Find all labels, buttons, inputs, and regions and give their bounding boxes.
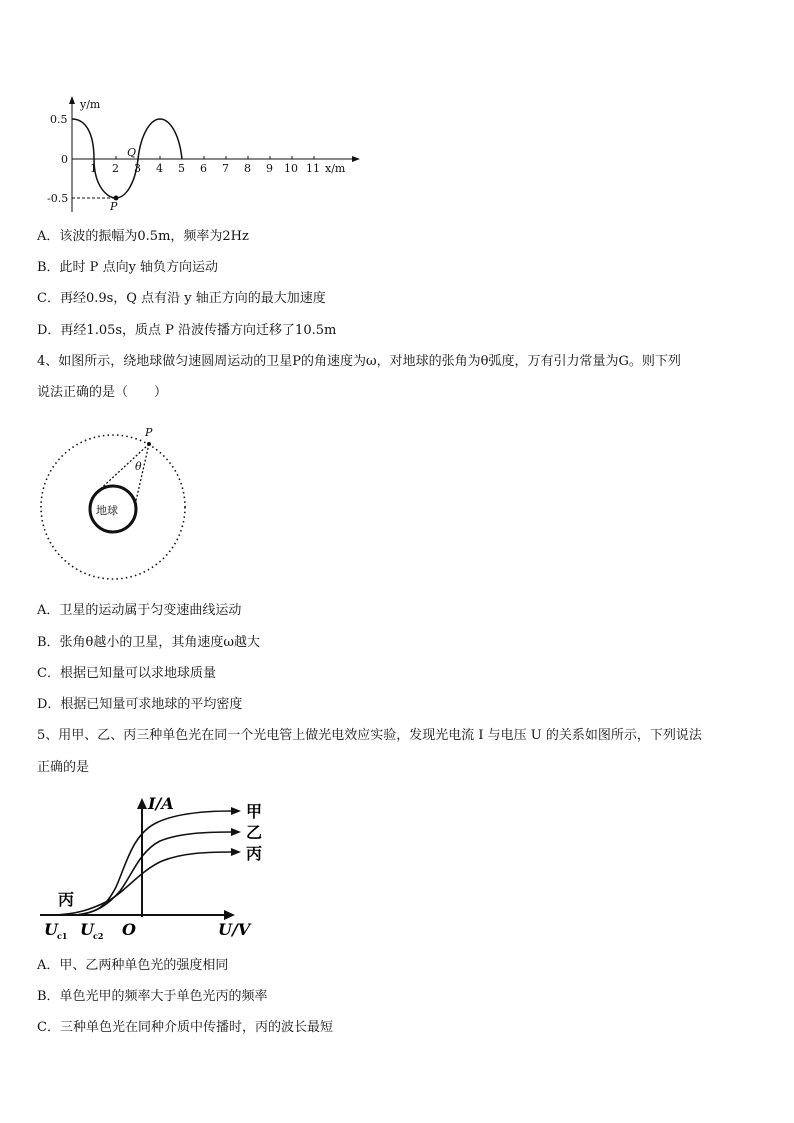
i-axis-label: I/A	[148, 795, 174, 813]
point-q-label: Q	[127, 146, 137, 159]
svg-text:c2: c2	[93, 931, 104, 941]
satellite-label: P	[145, 426, 153, 439]
q3-option-c: C．再经0.9s，Q 点有沿 y 轴正方向的最大加速度	[37, 291, 326, 306]
curve-label-yi: 乙	[246, 823, 263, 842]
satellite-figure	[36, 420, 196, 590]
q3-option-b: B．此时 P 点向y 轴负方向运动	[37, 260, 219, 275]
earth-label: 地球	[96, 504, 118, 517]
uc1-label	[44, 920, 67, 941]
curve-yi	[76, 832, 232, 915]
q3-option-d: D．再经1.05s，质点 P 沿波传播方向迁移了10.5m	[37, 323, 337, 338]
svg-text:11: 11	[306, 162, 320, 175]
origin-label: O	[122, 920, 136, 939]
svg-text:2: 2	[112, 162, 119, 175]
svg-text:1: 1	[90, 162, 97, 175]
svg-text:U: U	[44, 920, 58, 939]
angle-label: θ	[135, 460, 142, 473]
wave-figure	[30, 92, 370, 222]
curve-label-bing: 丙	[246, 844, 263, 863]
svg-text:7: 7	[222, 162, 229, 175]
point-p-label: P	[110, 200, 118, 213]
tangent-line-2	[135, 444, 149, 505]
svg-text:6: 6	[200, 162, 207, 175]
q4-stem-line1: 4、如图所示，绕地球做匀速圆周运动的卫星P的角速度为ω，对地球的张角为θ弧度，万有引力常量为G。则下列	[37, 354, 681, 369]
q4-option-c: C．根据已知量可以求地球质量	[37, 666, 216, 681]
photoelectric-figure	[36, 795, 286, 945]
curve-yi-arrow	[231, 828, 241, 836]
svg-text:9: 9	[266, 162, 273, 175]
svg-text:8: 8	[244, 162, 251, 175]
y-tick-label-0: 0.5	[50, 113, 68, 126]
x-axis-arrow	[352, 156, 360, 162]
q4-option-b: B．张角θ越小的卫星，其角速度ω越大	[37, 635, 260, 650]
y-tick-label-1: 0	[61, 153, 68, 166]
u-axis-label: U/V	[218, 920, 251, 939]
q5-option-b: B．单色光甲的频率大于单色光丙的频率	[37, 989, 268, 1004]
q4-stem-line2: 说法正确的是（ ）	[37, 385, 168, 400]
x-tick-labels	[90, 162, 320, 175]
curve-jia	[76, 811, 232, 915]
svg-text:U: U	[80, 920, 94, 939]
y-axis-label: y/m	[80, 98, 101, 111]
svg-text:5: 5	[178, 162, 185, 175]
u-axis-arrow	[224, 910, 235, 920]
x-axis-label: x/m	[325, 162, 346, 175]
y-axis-arrow	[69, 96, 75, 104]
q4-option-d: D．根据已知量可求地球的平均密度	[37, 697, 243, 712]
q5-option-a: A．甲、乙两种单色光的强度相同	[37, 958, 229, 973]
uc2-label	[80, 920, 103, 941]
q5-stem-line2: 正确的是	[37, 760, 90, 775]
curve-jia-arrow	[231, 807, 241, 815]
svg-text:3: 3	[134, 162, 141, 175]
satellite-dot	[147, 442, 151, 446]
svg-text:10: 10	[284, 162, 298, 175]
y-tick-label-2: -0.5	[47, 192, 69, 205]
q3-option-a: A．该波的振幅为0.5m，频率为2Hz	[37, 229, 249, 244]
i-axis-arrow	[137, 798, 147, 809]
curve-bing-arrow	[231, 848, 241, 856]
q5-stem-line1: 5、用甲、乙、丙三种单色光在同一个光电管上做光电效应实验，发现光电流 I 与电压 U 的关系如图所示，下列说法	[37, 728, 702, 743]
q4-option-a: A．卫星的运动属于匀变速曲线运动	[37, 603, 242, 618]
svg-text:c1: c1	[57, 931, 68, 941]
curve-label-jia: 甲	[246, 802, 263, 821]
q5-option-c: C．三种单色光在同种介质中传播时，丙的波长最短	[37, 1020, 333, 1035]
left-curve-label: 丙	[58, 890, 75, 909]
svg-text:4: 4	[156, 162, 163, 175]
